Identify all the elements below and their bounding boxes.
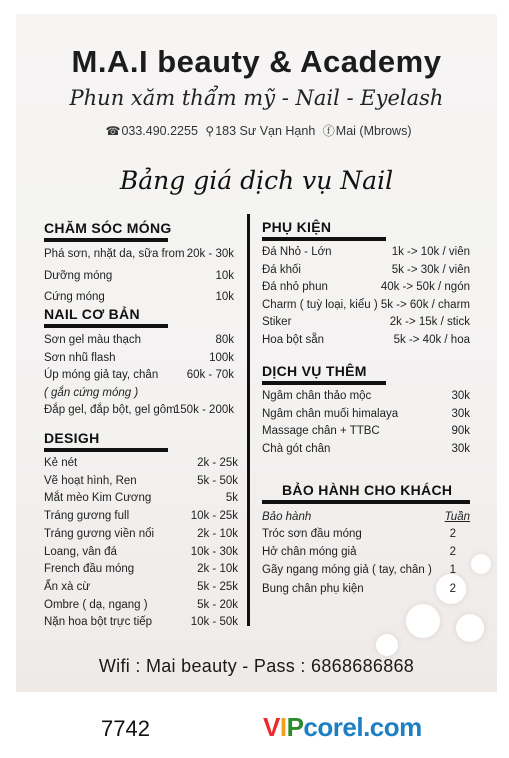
service-price: 10k - 30k: [190, 545, 238, 558]
service-name: Sơn nhũ flash: [44, 351, 116, 364]
price-row: [262, 299, 470, 311]
price-row: [262, 528, 456, 540]
service-price: 5k -> 40k / hoa: [393, 334, 470, 346]
service-name: Sơn gel màu thạch: [44, 334, 142, 346]
service-price: 5k - 20k: [197, 598, 238, 611]
price-row: [262, 443, 470, 455]
price-row: [262, 264, 470, 276]
brand-name: M.A.I beauty & Academy: [71, 44, 442, 79]
tagline: Phun xăm thẩm mỹ - Nail - Eyelash: [69, 86, 444, 110]
phone-icon: ☎: [105, 124, 121, 138]
wifi-info: Wifi : Mai beauty - Pass : 6868686868: [98, 656, 415, 676]
section-title-cham-soc: CHĂM SÓC MÓNG: [44, 220, 172, 236]
price-row: [44, 248, 234, 260]
service-name: Tráng gương viền nổi: [44, 527, 155, 540]
price-row: [44, 581, 238, 593]
warranty-col-name: Bảo hành: [262, 511, 312, 523]
service-price: 30k: [451, 442, 470, 455]
address: 183 Sư Vạn Hạnh: [215, 124, 316, 138]
price-row: [44, 270, 234, 282]
service-name: Cứng móng: [44, 291, 105, 303]
service-price: 2k - 10k: [197, 527, 238, 540]
section-title-dich-vu-them: DỊCH VỤ THÊM: [262, 363, 367, 379]
service-name: ( gắn cứng móng ): [44, 386, 139, 399]
service-name: Nặn hoa bột trực tiếp: [44, 616, 153, 629]
price-row: [44, 546, 238, 558]
price-row: [44, 528, 238, 540]
facebook-icon: ⓕ: [322, 124, 335, 138]
service-price: 2k - 10k: [197, 563, 238, 576]
price-row: [262, 408, 470, 420]
price-row: [44, 510, 238, 522]
price-row: [262, 390, 470, 402]
service-name: Ẩn xà cừ: [44, 580, 91, 593]
price-row: [44, 352, 234, 364]
service-name: Bung chân phụ kiện: [262, 582, 364, 595]
flower-decoration: [406, 604, 440, 638]
section-title-bao-hanh: BẢO HÀNH CHO KHÁCH: [282, 482, 453, 498]
service-price: 5k -> 60k / charm: [380, 298, 470, 311]
price-row: [262, 334, 470, 346]
price-row: [262, 583, 456, 595]
section-underline: [262, 237, 386, 241]
location-pin-icon: ⚲: [205, 124, 215, 138]
service-price: 80k: [215, 334, 234, 346]
price-row: [44, 404, 234, 416]
service-name: Chà gót chân: [262, 442, 331, 455]
service-price: 10k: [215, 269, 234, 282]
price-row: [44, 457, 238, 469]
price-row: [44, 387, 234, 399]
warranty-header: [262, 511, 470, 523]
service-price: 60k - 70k: [186, 369, 234, 381]
service-name: Đá Nhỏ - Lớn: [262, 246, 332, 258]
service-name: Đá nhỏ phun: [262, 281, 328, 294]
column-divider: [247, 214, 250, 626]
price-row: [262, 546, 456, 558]
service-name: Kẻ nét: [44, 457, 78, 469]
service-name: Ombre ( dạ, ngang ): [44, 598, 148, 611]
price-row: [44, 616, 238, 628]
service-name: Phá sơn, nhặt da, sữa from: [44, 248, 185, 260]
service-name: Tróc sơn đầu móng: [262, 528, 362, 540]
section-underline: [262, 500, 470, 504]
service-name: Hở chân móng giả: [262, 546, 357, 559]
service-name: Gãy ngang móng giả ( tay, chân ): [262, 564, 432, 577]
service-name: Vẽ hoạt hình, Ren: [44, 474, 137, 487]
section-title-design: DESIGH: [44, 430, 100, 446]
price-list-title: Bảng giá dịch vụ Nail: [119, 166, 394, 195]
service-price: 30k: [451, 407, 470, 420]
contact-line: [16, 122, 497, 139]
service-price: 5k -> 30k / viên: [391, 263, 470, 276]
service-price: 10k - 50k: [190, 616, 238, 629]
service-price: 5k: [225, 492, 238, 505]
service-price: 2: [449, 546, 456, 559]
service-name: Stiker: [262, 316, 292, 329]
price-row: [44, 291, 234, 303]
price-row: [44, 334, 234, 346]
price-row: [44, 599, 238, 611]
service-price: 40k -> 50k / ngón: [380, 281, 470, 294]
section-underline: [44, 448, 168, 452]
service-price: 10k: [215, 291, 234, 303]
vipcorel-logo: VIPcorel.com: [263, 712, 422, 742]
service-name: Massage chân + TTBC: [262, 425, 380, 438]
service-price: 1k -> 10k / viên: [391, 246, 470, 258]
warranty-col-week: Tuần: [444, 511, 470, 523]
section-underline: [44, 324, 168, 328]
service-name: French đầu móng: [44, 563, 135, 576]
price-row: [262, 316, 470, 328]
service-name: Úp móng giả tay, chân: [44, 369, 159, 381]
flower-decoration: [376, 634, 398, 656]
service-price: 5k - 50k: [197, 474, 238, 487]
service-name: Hoa bột sẵn: [262, 334, 325, 346]
facebook-name: Mai (Mbrows): [335, 124, 412, 138]
service-name: Ngâm chân thảo mộc: [262, 390, 372, 402]
service-price: 30k: [451, 390, 470, 402]
service-price: 5k - 25k: [197, 580, 238, 593]
service-name: Tráng gương full: [44, 510, 130, 523]
section-underline: [44, 238, 168, 242]
service-price: 2: [449, 528, 456, 540]
template-code: 7742: [101, 716, 150, 741]
service-price: 90k: [451, 425, 470, 438]
service-price: 100k: [209, 351, 234, 364]
service-name: Đắp gel, đắp bột, gel gôm: [44, 404, 176, 416]
price-row: [262, 564, 456, 576]
service-price: 2k -> 15k / stick: [389, 316, 470, 329]
service-price: 1: [449, 564, 456, 577]
price-row: [262, 425, 470, 437]
service-name: Loang, vân đá: [44, 545, 117, 558]
section-title-phu-kien: PHỤ KIỆN: [262, 219, 332, 235]
price-row: [44, 492, 238, 504]
service-price: 2: [449, 582, 456, 595]
service-name: Ngâm chân muối himalaya: [262, 407, 399, 420]
service-name: Charm ( tuỳ loại, kiểu ): [262, 298, 378, 311]
flower-decoration: [456, 614, 484, 642]
price-row: [44, 369, 234, 381]
flower-decoration: [471, 554, 491, 574]
service-name: Mắt mèo Kim Cương: [44, 492, 152, 505]
service-name: Đá khối: [262, 263, 301, 276]
price-row: [44, 475, 238, 487]
service-price: 150k - 200k: [173, 404, 234, 416]
service-price: 10k - 25k: [190, 510, 238, 523]
service-price: 20k - 30k: [186, 248, 234, 260]
phone-number: 033.490.2255: [121, 124, 198, 138]
section-title-nail-co-ban: NAIL CƠ BẢN: [44, 306, 140, 322]
price-row: [44, 563, 238, 575]
service-name: Dưỡng móng: [44, 269, 113, 282]
section-underline: [262, 381, 386, 385]
price-row: [262, 246, 470, 258]
price-row: [262, 281, 470, 293]
price-menu-card: [16, 14, 497, 692]
service-price: 2k - 25k: [197, 457, 238, 469]
